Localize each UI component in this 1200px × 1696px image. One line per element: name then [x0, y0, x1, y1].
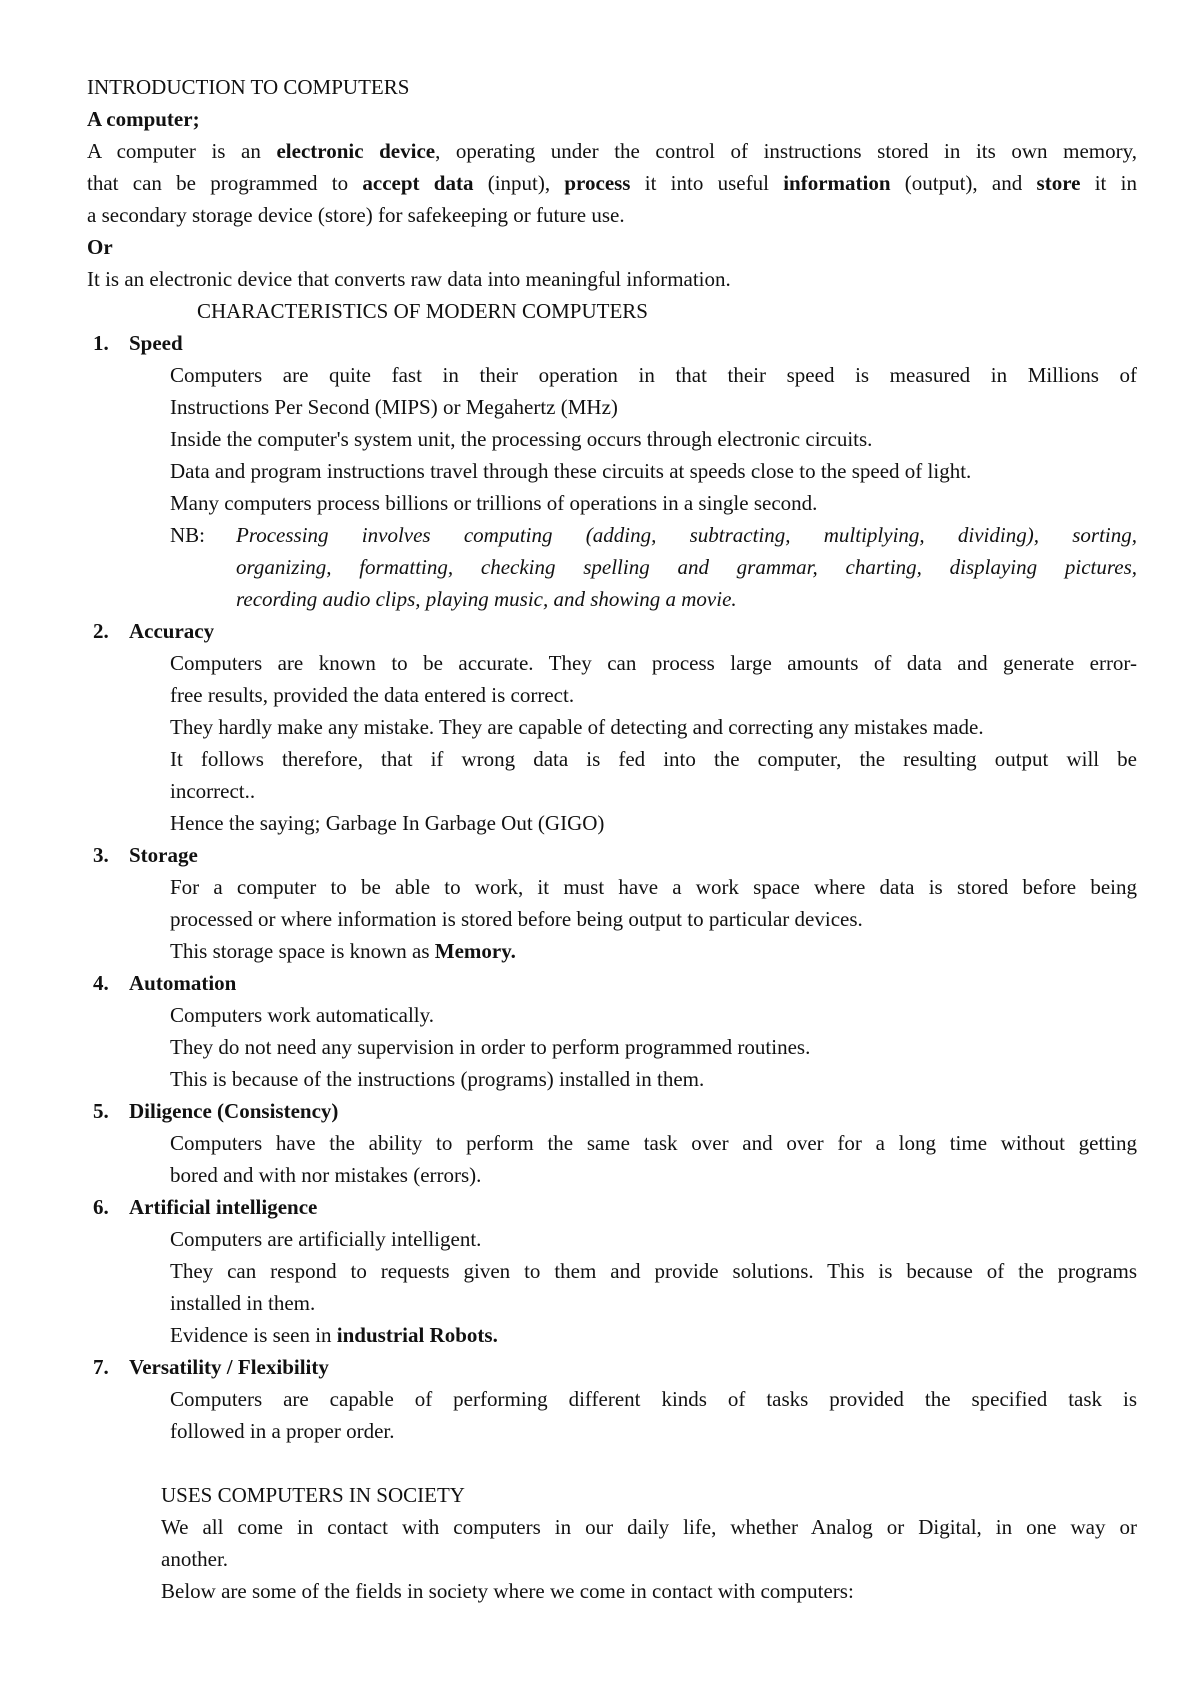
body-line: Computers are quite fast in their operation in that their speed is measured in Millions of — [170, 363, 1137, 387]
uses-section — [87, 1479, 1137, 1607]
nb-label: NB: — [170, 523, 206, 547]
nb-text — [236, 519, 1137, 615]
document-content — [87, 71, 1137, 1607]
definition-line-2: that can be programmed to accept data (input), process it into useful information (output), and store it in — [87, 171, 1137, 195]
item-storage-body — [87, 871, 1137, 967]
item-diligence-heading: 5. Diligence (Consistency) — [93, 1099, 339, 1123]
body-line: Computers have the ability to perform the same task over and over for a long time without getting — [170, 1131, 1137, 1155]
doc-subtitle: A computer; — [87, 107, 200, 131]
nb-line: recording audio clips, playing music, and showing a movie. — [236, 587, 737, 611]
item-storage-heading: 3. Storage — [93, 843, 198, 867]
item-automation-body — [87, 999, 1137, 1095]
body-line: Hence the saying; Garbage In Garbage Out (GIGO) — [170, 811, 605, 835]
doc-title: INTRODUCTION TO COMPUTERS — [87, 75, 410, 99]
body-line: Evidence is seen in industrial Robots. — [170, 1323, 498, 1347]
body-line: installed in them. — [170, 1291, 316, 1315]
uses-line: We all come in contact with computers in our daily life, whether Analog or Digital, in one way or — [161, 1515, 1137, 1539]
or-label: Or — [87, 235, 113, 259]
body-line: They hardly make any mistake. They are capable of detecting and correcting any mistakes made. — [170, 715, 984, 739]
body-line: It follows therefore, that if wrong data is fed into the computer, the resulting output will be — [170, 747, 1137, 771]
body-line: Instructions Per Second (MIPS) or Megahertz (MHz) — [170, 395, 618, 419]
characteristics-heading: CHARACTERISTICS OF MODERN COMPUTERS — [197, 299, 648, 323]
body-line: Computers are capable of performing different kinds of tasks provided the specified task is — [170, 1387, 1137, 1411]
alternative-definition: It is an electronic device that converts raw data into meaningful information. — [87, 267, 731, 291]
body-line: Inside the computer's system unit, the processing occurs through electronic circuits. — [170, 427, 873, 451]
item-diligence-body — [87, 1127, 1137, 1191]
definition-line-3: a secondary storage device (store) for safekeeping or future use. — [87, 203, 625, 227]
item-speed-heading: 1. Speed — [93, 331, 183, 355]
body-line: Computers work automatically. — [170, 1003, 434, 1027]
body-line: Data and program instructions travel through these circuits at speeds close to the speed of light. — [170, 459, 972, 483]
body-line: Many computers process billions or trillions of operations in a single second. — [170, 491, 818, 515]
body-line: incorrect.. — [170, 779, 256, 803]
body-line: followed in a proper order. — [170, 1419, 395, 1443]
body-line: This is because of the instructions (programs) installed in them. — [170, 1067, 705, 1091]
body-line: free results, provided the data entered is correct. — [170, 683, 575, 707]
nb-line: organizing, formatting, checking spelling and grammar, charting, displaying pictures, — [236, 555, 1137, 579]
body-line: bored and with nor mistakes (errors). — [170, 1163, 482, 1187]
body-line: They do not need any supervision in order to perform programmed routines. — [170, 1035, 811, 1059]
body-line: This storage space is known as Memory. — [170, 939, 516, 963]
item-accuracy-heading: 2. Accuracy — [93, 619, 215, 643]
item-versatility-heading: 7. Versatility / Flexibility — [93, 1355, 329, 1379]
item-accuracy-body — [87, 647, 1137, 839]
item-ai-body — [87, 1223, 1137, 1351]
uses-line: another. — [161, 1547, 229, 1571]
definition-line-1: A computer is an electronic device, operating under the control of instructions stored in its own memory, — [87, 139, 1138, 163]
body-line: processed or where information is stored before being output to particular devices. — [170, 907, 863, 931]
nb-line: Processing involves computing (adding, subtracting, multiplying, dividing), sorting, — [236, 523, 1137, 547]
uses-heading: USES COMPUTERS IN SOCIETY — [161, 1483, 465, 1507]
item-ai-heading: 6. Artificial intelligence — [93, 1195, 318, 1219]
item-automation-heading: 4. Automation — [93, 971, 237, 995]
body-line: For a computer to be able to work, it must have a work space where data is stored before being — [170, 875, 1137, 899]
body-line: Computers are artificially intelligent. — [170, 1227, 482, 1251]
body-line: They can respond to requests given to them and provide solutions. This is because of the programs — [170, 1259, 1137, 1283]
item-versatility-body — [87, 1383, 1137, 1447]
nb-note — [87, 519, 1137, 615]
body-line: Computers are known to be accurate. They can process large amounts of data and generate error- — [170, 651, 1137, 675]
uses-line: Below are some of the fields in society where we come in contact with computers: — [161, 1579, 854, 1603]
item-speed-body — [87, 359, 1137, 519]
